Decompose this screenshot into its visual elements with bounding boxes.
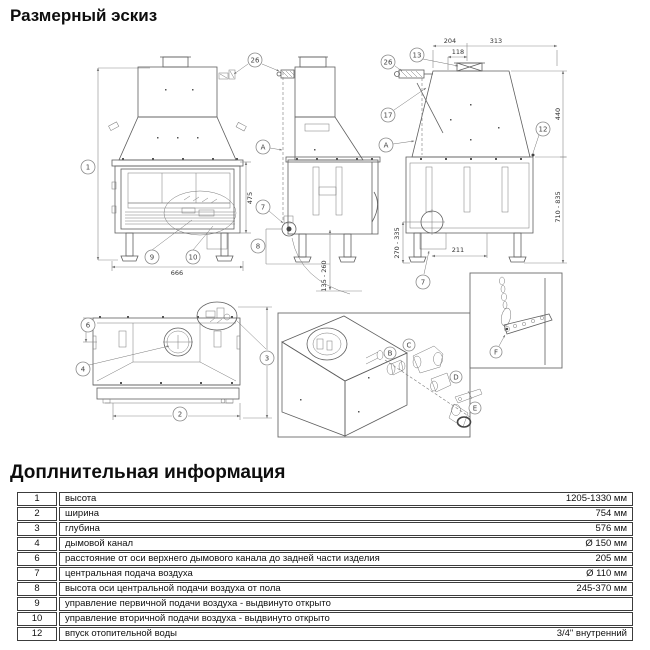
- callout-6: [81, 318, 95, 332]
- row-number: 3: [17, 522, 57, 536]
- callout-7-back: [416, 275, 430, 289]
- row-description: высота: [65, 493, 97, 504]
- callout-a-side: [256, 140, 270, 154]
- side-view: [234, 57, 380, 294]
- dim-body-height: 710 - 835: [554, 191, 562, 223]
- callout-8: [251, 239, 265, 253]
- svg-text:B: B: [387, 349, 393, 358]
- svg-text:9: 9: [149, 253, 155, 262]
- svg-text:4: 4: [80, 365, 86, 374]
- svg-text:D: D: [453, 373, 459, 382]
- callout-1: [81, 160, 95, 174]
- table-row: [17, 597, 633, 611]
- table-row: [17, 522, 633, 536]
- dim-air-offset: 211: [451, 246, 465, 254]
- table-row: [17, 537, 633, 551]
- callout-17: [381, 108, 395, 122]
- table-row: [17, 612, 633, 626]
- row-description: расстояние от оси верхнего дымового канала до задней части изделия: [65, 553, 380, 564]
- callout-c: [403, 339, 415, 351]
- row-number: 12: [17, 627, 57, 641]
- row-value: 754 мм: [595, 508, 627, 519]
- chain-detail: [470, 273, 562, 368]
- row-number: 4: [17, 537, 57, 551]
- table-row: [17, 567, 633, 581]
- row-value: 576 мм: [595, 523, 627, 534]
- row-description: управление первичной подачи воздуха - выдвинуто открыто: [65, 598, 331, 609]
- svg-text:2: 2: [177, 410, 183, 419]
- page-title: Размерный эскиз: [10, 6, 158, 25]
- dim-top-left: 204: [443, 37, 457, 45]
- svg-text:13: 13: [412, 51, 422, 60]
- row-value: 1205-1330 мм: [565, 493, 627, 504]
- svg-text:C: C: [406, 341, 412, 350]
- info-section-title: Доплнительная информация: [10, 462, 286, 483]
- row-value: Ø 150 мм: [585, 538, 627, 549]
- callout-2: [173, 407, 187, 421]
- row-description: глубина: [65, 523, 100, 534]
- callout-12: [536, 122, 550, 136]
- row-number: 2: [17, 507, 57, 521]
- callout-10: [186, 250, 200, 264]
- callout-3: [260, 351, 274, 365]
- dim-door-height: 475: [246, 191, 254, 205]
- svg-text:26: 26: [250, 56, 260, 65]
- dim-hood-height: 440: [554, 107, 562, 121]
- front-view: [98, 57, 254, 277]
- row-number: 6: [17, 552, 57, 566]
- back-view: [393, 37, 567, 274]
- callout-b: [384, 347, 396, 359]
- dim-top-right: 313: [489, 37, 503, 45]
- callout-a-back: [379, 138, 393, 152]
- svg-text:1: 1: [85, 163, 91, 172]
- row-number: 8: [17, 582, 57, 596]
- svg-text:6: 6: [85, 321, 91, 330]
- callout-13: [410, 48, 424, 62]
- row-value: 3/4" внутренний: [556, 628, 627, 639]
- svg-text:3: 3: [264, 354, 270, 363]
- row-description: дымовой канал: [65, 538, 134, 549]
- row-number: 10: [17, 612, 57, 626]
- row-value: 205 мм: [595, 553, 627, 564]
- info-table: [17, 492, 633, 642]
- svg-text:17: 17: [383, 111, 393, 120]
- svg-text:26: 26: [383, 58, 393, 67]
- table-row: [17, 552, 633, 566]
- table-row: [17, 582, 633, 596]
- callout-9: [145, 250, 159, 264]
- dim-flue-offset: 118: [451, 48, 465, 56]
- table-row: [17, 492, 633, 506]
- callout-4: [76, 362, 90, 376]
- svg-text:7: 7: [260, 203, 266, 212]
- dim-front-width: 666: [170, 269, 184, 277]
- svg-text:7: 7: [420, 278, 426, 287]
- top-view: [80, 302, 272, 420]
- callout-7-side: [256, 200, 270, 214]
- row-description: ширина: [65, 508, 100, 519]
- row-number: 7: [17, 567, 57, 581]
- row-number: 9: [17, 597, 57, 611]
- callout-d: [450, 371, 462, 383]
- row-description: управление вторичной подачи воздуха - выдвинуто открыто: [65, 613, 330, 624]
- svg-text:10: 10: [188, 253, 198, 262]
- callout-e: [469, 402, 481, 414]
- svg-text:12: 12: [538, 125, 548, 134]
- table-row: [17, 627, 633, 641]
- row-description: высота оси центральной подачи воздуха от пола: [65, 583, 281, 594]
- dim-air-axis-side: 135 - 260: [320, 260, 328, 292]
- dim-air-axis-back: 270 - 335: [393, 227, 401, 259]
- row-value: Ø 110 мм: [586, 568, 627, 579]
- svg-text:A: A: [383, 141, 389, 150]
- callout-26-back: [381, 55, 395, 69]
- svg-text:8: 8: [255, 242, 261, 251]
- svg-text:A: A: [260, 143, 266, 152]
- row-description: центральная подача воздуха: [65, 568, 193, 579]
- svg-text:E: E: [472, 404, 478, 413]
- callout-f: [490, 346, 502, 358]
- row-description: впуск отопительной воды: [65, 628, 178, 639]
- row-number: 1: [17, 492, 57, 506]
- table-row: [17, 507, 633, 521]
- svg-text:F: F: [493, 348, 499, 357]
- row-value: 245-370 мм: [576, 583, 627, 594]
- callout-26-front: [248, 53, 262, 67]
